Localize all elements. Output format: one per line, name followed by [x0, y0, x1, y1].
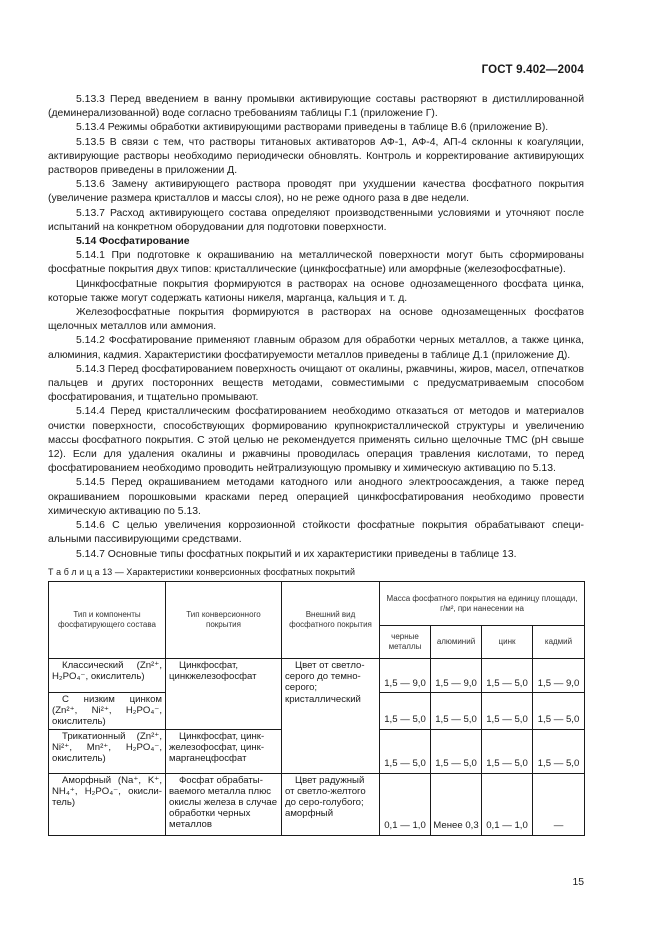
tri-type-text: Цинкфосфат, цинкжелезофосфат, цинкмарганецфосфат: [169, 730, 265, 765]
section-title: 5.14 Фосфатирование: [76, 236, 190, 248]
paragraph-5-14-2: 5.14.2 Фосфатирование применяют главным образом для обработки черных металлов, а также цинка, алюминия, кадмия. Характеристики фосфатируемости металлов приведены в таблице Д.1 (приложение Д).: [48, 335, 584, 361]
table-13: [48, 581, 584, 836]
low-zinc-components-text: С низким цинком (Zn²⁺, Ni²⁺, H₂PO₄⁻, окислитель): [52, 694, 162, 728]
header-components: Тип и компоненты фосфатирующего состава: [49, 582, 166, 659]
cell-classic-ferrous: 1,5 — 9,0: [380, 659, 431, 693]
classic-components-text: Классический (Zn²⁺, H₂PO₄⁻, окислитель): [52, 660, 162, 683]
crystal-appearance-text: Цвет от светлосерого до темносерого; кристаллический: [285, 660, 365, 705]
standard-code: ГОСТ 9.402—2004: [481, 64, 584, 76]
cell-amorph-appearance: [282, 773, 380, 835]
cell-amorph-components: [49, 773, 166, 835]
cell-classic-aluminium: 1,5 — 9,0: [431, 659, 482, 693]
page-number: 15: [572, 877, 584, 888]
cell-tri-ferrous: 1,5 — 5,0: [380, 729, 431, 773]
paragraph-5-14-4: 5.14.4 Перед кристаллическим фосфатированием необходимо отказаться от методов и материалов очистки поверхности, способствующих формированию крупнокристаллической структуры и увеличению массы фосфатного покрытия. С этой целью не рекомендуется применять сильно щелочные ТМС (рН свыше 12). Если для удаления окалины и ржавчины проводилась операция травления кислотами, то перед фосфатированием необходимо проводить нейтрализующую промывку и химическую активацию по 5.13.: [48, 406, 584, 475]
cell-low-zinc-aluminium: 1,5 — 5,0: [431, 693, 482, 730]
table-row-amorphous: [49, 773, 585, 835]
cell-tri-zinc: 1,5 — 5,0: [482, 729, 533, 773]
paragraph-5-14-1: 5.14.1 При подготовке к окрашиванию на металлической поверхности могут быть сформированы фосфатные покрытия двух типов: кристаллические (цинкфосфатные) или аморфные (железофосфатные).: [48, 250, 584, 276]
paragraph-5-13-5: 5.13.5 В связи с тем, что растворы титановых активаторов АФ-1, АФ-4, АП-4 склонны к коагуляции, активирующие растворы необходимо периодически обновлять. Контроль и корректирование активирующих растворов приведены в приложении Д.: [48, 136, 584, 177]
paragraph-5-14-3: 5.14.3 Перед фосфатированием поверхность очищают от окалины, ржавчины, жиров, масел, отпечатков пальцев и других посторонних веществ методами, совместимыми с предусматриваемым способом фосфатирования, и тщательно промывают.: [48, 363, 584, 404]
header-zinc: цинк: [482, 626, 533, 659]
paragraph-5-13-4: 5.13.4 Режимы обработки активирующими растворами приведены в таблице В.6 (приложение В).: [76, 122, 549, 134]
paragraph-5-13-3: 5.13.3 Перед введением в ванну промывки активирующие составы растворяют в дистиллированной (деминерализованной) воде согласно требованиям таблицы Г.1 (приложение Г).: [48, 94, 584, 120]
cell-amorph-type: [166, 773, 282, 835]
amorph-components-text: Аморфный (Na⁺, K⁺, NH₄⁺, H₂PO₄⁻, окислитель): [52, 774, 162, 809]
cell-crystal-appearance: [282, 659, 380, 774]
cell-classic-cadmium: 1,5 — 9,0: [533, 659, 585, 693]
paragraph-zinc-phosphate: Цинкфосфатные покрытия формируются в растворах на основе однозамещенного фосфата цинка, которые также могут содержать катионы никеля, марганца, кальция и т. д.: [48, 278, 584, 304]
paragraph-5-14-7: 5.14.7 Основные типы фосфатных покрытий и их характеристики приведены в таблице 13.: [76, 548, 517, 560]
cell-crystal-type: [166, 659, 282, 730]
paragraph-5-14-5: 5.14.5 Перед окрашиванием методами катодного или анодного электроосаждения, а также перед окрашиванием порошковыми красками перед операцией цинкфосфатирования необходимо провести химическую активацию по 5.13.: [48, 477, 584, 517]
cell-tri-aluminium: 1,5 — 5,0: [431, 729, 482, 773]
header-cadmium: кадмий: [533, 626, 585, 659]
table-row-classic: [49, 659, 585, 693]
amorph-appearance-text: Цвет радужный от светло-желтого до серо-голубого; аморфный: [285, 774, 366, 820]
header-appearance: Внешний вид фосфатного покрытия: [282, 582, 380, 659]
cell-amorph-ferrous: 0,1 — 1,0: [380, 773, 431, 835]
cell-amorph-zinc: 0,1 — 1,0: [482, 773, 533, 835]
paragraph-iron-phosphate: Железофосфатные покрытия формируются в растворах на основе однозамещенных фосфатов щелочных металлов или аммония.: [48, 307, 584, 333]
header-aluminium: алюминий: [431, 626, 482, 659]
cell-low-zinc-zinc: 1,5 — 5,0: [482, 693, 533, 730]
paragraph-5-13-7: 5.13.7 Расход активирующего состава определяют производственными условиями и уточняют после испытаний на конкретном оборудовании для подготовки поверхности.: [48, 207, 584, 233]
cell-low-zinc-components: [49, 693, 166, 730]
tri-components-text: Трикатионный (Zn²⁺, Ni²⁺, Mn²⁺, H₂PO₄⁻, окислитель): [52, 730, 162, 765]
cell-tri-type: [166, 729, 282, 773]
cell-amorph-cadmium: —: [533, 773, 585, 835]
body-text: [48, 93, 584, 562]
table-caption: Т а б л и ц а 13 — Характеристики конверсионных фосфатных покрытий: [48, 567, 356, 577]
header-ferrous-metals: черные металлы: [380, 626, 431, 659]
header-mass: Масса фосфатного покрытия на единицу площади, г/м², при нанесении на: [380, 582, 585, 626]
cell-low-zinc-ferrous: 1,5 — 5,0: [380, 693, 431, 730]
cell-amorph-aluminium: Менее 0,3: [431, 773, 482, 835]
cell-tri-components: [49, 729, 166, 773]
header-coating-type: Тип конверсионного покрытия: [166, 582, 282, 659]
amorph-type-text: Фосфат обрабатываемого металла плюс окислы железа в случае обработки черных металлов: [169, 774, 278, 831]
cell-tri-cadmium: 1,5 — 5,0: [533, 729, 585, 773]
paragraph-5-14-6: 5.14.6 С целью увеличения коррозионной стойкости фосфатные покрытия обрабатывают специальными пассивирующими средствами.: [48, 520, 584, 546]
cell-classic-zinc: 1,5 — 5,0: [482, 659, 533, 693]
crystal-type-text: Цинкфосфат, цинкжелезофосфат: [169, 660, 257, 683]
paragraph-5-13-6: 5.13.6 Замену активирующего раствора проводят при ухудшении качества фосфатного покрытия (увеличение размера кристаллов и массы слоя), но не реже одного раза в две недели.: [48, 179, 584, 205]
cell-low-zinc-cadmium: 1,5 — 5,0: [533, 693, 585, 730]
cell-classic-components: [49, 659, 166, 693]
